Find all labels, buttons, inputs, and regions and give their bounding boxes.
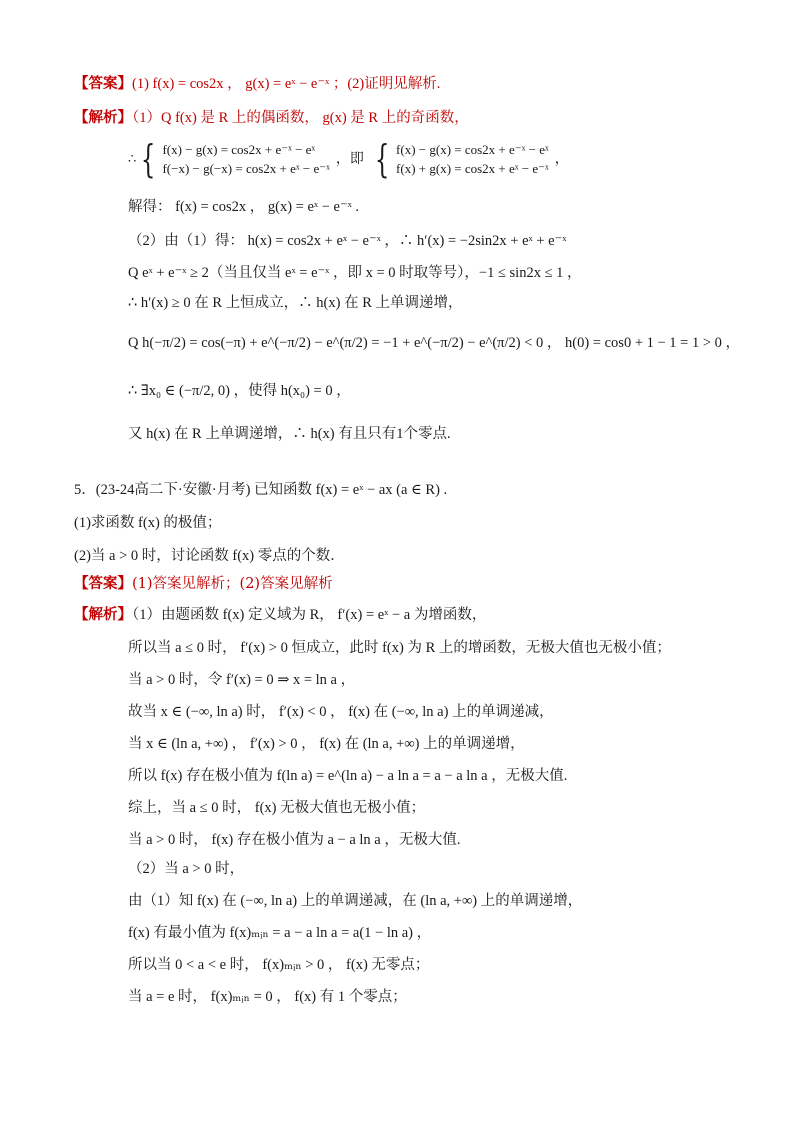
solution-line-11: f(x) 有最小值为 f(x)ₘᵢₙ = a − a ln a = a(1 − ln a) ， bbox=[128, 925, 432, 941]
answer-text: (1) f(x) = cos2x ， g(x) = eˣ − e⁻ˣ ；(2)证明见解析. bbox=[132, 76, 441, 92]
solution-line-12: 所以当 0 < a < e 时， f(x)ₘᵢₙ > 0 ， f(x) 无零点； bbox=[128, 957, 430, 973]
system1-row1: f(x) − g(x) = cos2x + e⁻ˣ − eˣ bbox=[162, 142, 316, 157]
analysis-line-4 bbox=[74, 107, 469, 129]
question-5-part1: (1)求函数 f(x) 的极值； bbox=[74, 515, 222, 531]
analysis-tag: 【解析】 bbox=[74, 110, 132, 126]
solution-line-10: 由（1）知 f(x) 在 (−∞, ln a) 上的单调递减，在 (ln a, +∞) 上的单调递增， bbox=[128, 893, 583, 909]
left-brace-icon: { bbox=[141, 137, 156, 181]
solution-line-5: 当 x ∈ (ln a, +∞) ， f′(x) > 0 ， f(x) 在 (ln a, +∞) 上的单调递增， bbox=[128, 736, 525, 752]
part2-line-5: ∴ ∃x₀ ∈ (−π/2, 0) ，使得 h(x₀) = 0 ， bbox=[128, 383, 351, 399]
solution-line-3: 当 a > 0 时，令 f′(x) = 0 ⇒ x = ln a ， bbox=[128, 672, 356, 688]
analysis-line-5 bbox=[74, 604, 486, 626]
answer-tag: 【答案】 bbox=[74, 576, 132, 592]
solution-line-4: 故当 x ∈ (−∞, ln a) 时， f′(x) < 0 ， f(x) 在 (−∞, ln a) 上的单调递减， bbox=[128, 704, 554, 720]
solution-line-7: 综上，当 a ≤ 0 时， f(x) 无极大值也无极小值； bbox=[128, 800, 426, 816]
therefore-symbol: ∴ bbox=[128, 151, 137, 167]
solve-line: 解得： f(x) = cos2x ， g(x) = eˣ − e⁻ˣ . bbox=[128, 199, 360, 215]
part2-line-4: Q h(−π/2) = cos(−π) + e^(−π/2) − e^(π/2) = −1 + e^(−π/2) − e^(π/2) < 0 ， h(0) = cos0 + 1 − 1 = 1 > 0 ， bbox=[128, 335, 741, 351]
part2-line-1: （2）由（1）得： h(x) = cos2x + eˣ − e⁻ˣ ，∴ h′(x) = −2sin2x + eˣ + e⁻ˣ bbox=[128, 233, 567, 249]
part2-line-6: 又 h(x) 在 R 上单调递增，∴ h(x) 有且只有1个零点. bbox=[128, 426, 451, 442]
system1-row2: f(−x) − g(−x) = cos2x + eˣ − e⁻ˣ bbox=[162, 161, 330, 176]
solution-line-9: （2）当 a > 0 时， bbox=[128, 861, 245, 877]
answer-line-4 bbox=[74, 73, 440, 95]
system-end: ， bbox=[554, 150, 569, 167]
system-connector: ，即 bbox=[335, 150, 364, 167]
answer-text: (1)答案见解析；(2)答案见解析 bbox=[132, 576, 333, 592]
solution-line-8: 当 a > 0 时， f(x) 存在极小值为 a − a ln a ，无极大值. bbox=[128, 832, 461, 848]
left-brace-icon: { bbox=[374, 137, 390, 181]
system2-row2: f(x) + g(x) = cos2x + eˣ − e⁻ˣ bbox=[396, 161, 549, 176]
system2-row1: f(x) − g(x) = cos2x + e⁻ˣ − eˣ bbox=[396, 142, 549, 157]
question-5-part2: (2)当 a > 0 时，讨论函数 f(x) 零点的个数． bbox=[74, 548, 345, 564]
analysis-text: （1）Q f(x) 是 R 上的偶函数， g(x) 是 R 上的奇函数， bbox=[132, 110, 469, 126]
analysis-tag: 【解析】 bbox=[74, 607, 132, 623]
answer-line-5 bbox=[74, 573, 333, 595]
part2-line-2: Q eˣ + e⁻ˣ ≥ 2（当且仅当 eˣ = e⁻ˣ ，即 x = 0 时取等号），−1 ≤ sin2x ≤ 1 ， bbox=[128, 265, 582, 281]
solution-line-6: 所以 f(x) 存在极小值为 f(ln a) = e^(ln a) − a ln a = a − a ln a ，无极大值. bbox=[128, 768, 568, 784]
solution-line-13: 当 a = e 时， f(x)ₘᵢₙ = 0 ， f(x) 有 1 个零点； bbox=[128, 989, 407, 1005]
part2-line-3: ∴ h′(x) ≥ 0 在 R 上恒成立，∴ h(x) 在 R 上单调递增， bbox=[128, 295, 463, 311]
analysis-text: （1）由题函数 f(x) 定义域为 R， f′(x) = eˣ − a 为增函数， bbox=[132, 607, 487, 623]
answer-tag: 【答案】 bbox=[74, 76, 132, 92]
solution-line-2: 所以当 a ≤ 0 时， f′(x) > 0 恒成立，此时 f(x) 为 R 上的增函数，无极大值也无极小值； bbox=[128, 640, 671, 656]
equation-system bbox=[128, 137, 575, 181]
question-5: 5．(23-24高二下·安徽·月考) 已知函数 f(x) = eˣ − ax (a ∈ R) . bbox=[74, 482, 448, 498]
